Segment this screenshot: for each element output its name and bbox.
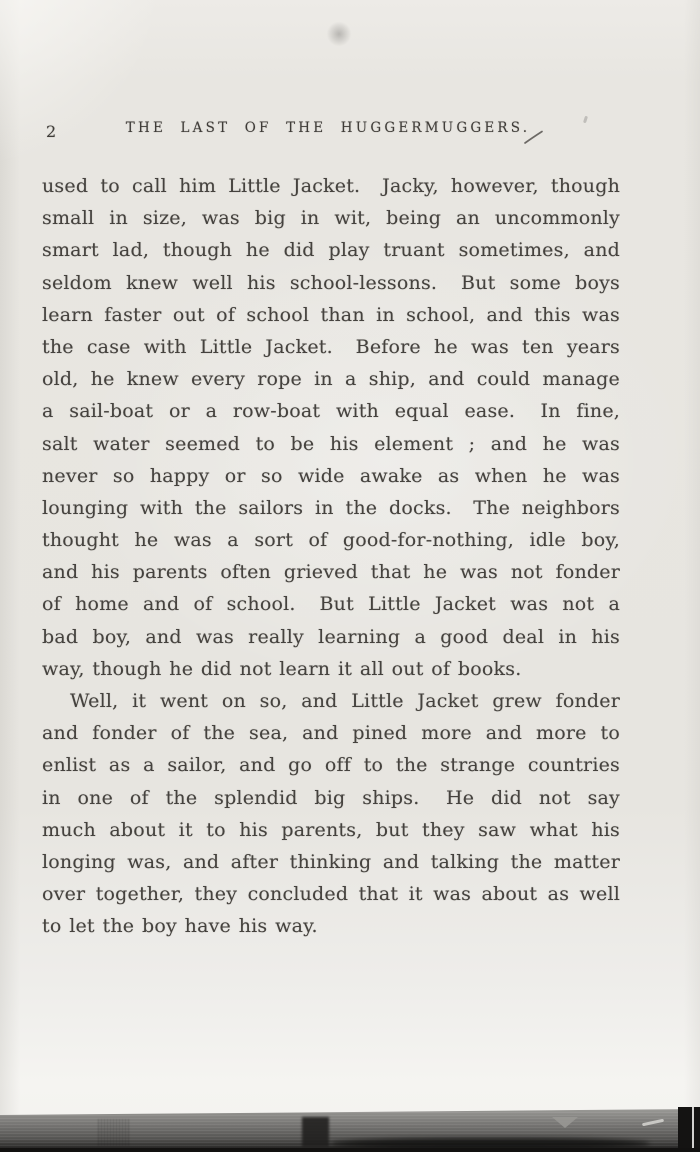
ink-smudge-mark: [325, 21, 353, 47]
text-line: longing was, and after thinking and talking the matter: [42, 850, 620, 873]
text-line: lounging with the sailors in the docks. The neighbors: [42, 496, 620, 519]
text-line: learn faster out of school than in school, and this was: [42, 303, 620, 326]
text-line: thought he was a sort of good-for-nothing, idle boy,: [42, 529, 620, 552]
body-text: [42, 170, 620, 943]
bottom-dark-line: [0, 1148, 700, 1152]
light-triangle-mark: [552, 1117, 578, 1128]
text-line: small in size, was big in wit, being an uncommonly: [42, 207, 620, 230]
text-line: and his parents often grieved that he was not fonder: [42, 561, 620, 584]
text-line: much about it to his parents, but they saw what his: [42, 818, 620, 841]
text-line: and fonder of the sea, and pined more and more to: [42, 722, 620, 745]
text-line: way, though he did not learn it all out of books.: [42, 657, 522, 680]
paragraph-2: [42, 685, 620, 943]
pen-check-mark: [523, 129, 545, 145]
page-header: [0, 120, 656, 142]
paragraph-1: [42, 170, 620, 685]
edge-texture-patch: [98, 1119, 130, 1146]
text-line: over together, they concluded that it was about as well: [42, 883, 620, 906]
text-line: used to call him Little Jacket. Jacky, however, though: [42, 175, 620, 197]
text-line: salt water seemed to be his element ; and he was: [42, 432, 620, 455]
text-line: to let the boy have his way.: [42, 915, 318, 938]
dark-notch: [302, 1117, 329, 1147]
text-line: enlist as a sailor, and go off to the strange countries: [42, 754, 620, 777]
page-number: 2: [46, 122, 57, 141]
text-line: smart lad, though he did play truant sometimes, and: [42, 239, 620, 262]
text-line: of home and of school. But Little Jacket was not a: [42, 593, 620, 616]
text-line: a sail-boat or a row-boat with equal ease. In fine,: [42, 400, 620, 423]
text-line: Well, it went on so, and Little Jacket grew fonder: [70, 690, 620, 712]
book-bottom-edge-scan: [0, 1106, 700, 1152]
right-corner-block: [678, 1107, 700, 1152]
text-line: bad boy, and was really learning a good deal in his: [42, 625, 620, 648]
text-line: never so happy or so wide awake as when he was: [42, 464, 620, 487]
text-line: the case with Little Jacket. Before he was ten years: [42, 335, 620, 358]
text-line: in one of the splendid big ships. He did not say: [42, 786, 620, 809]
running-title: THE LAST OF THE HUGGERMUGGERS.: [125, 120, 531, 136]
text-line: seldom knew well his school-lessons. But some boys: [42, 271, 620, 294]
text-line: old, he knew every rope in a ship, and could manage: [42, 368, 620, 391]
